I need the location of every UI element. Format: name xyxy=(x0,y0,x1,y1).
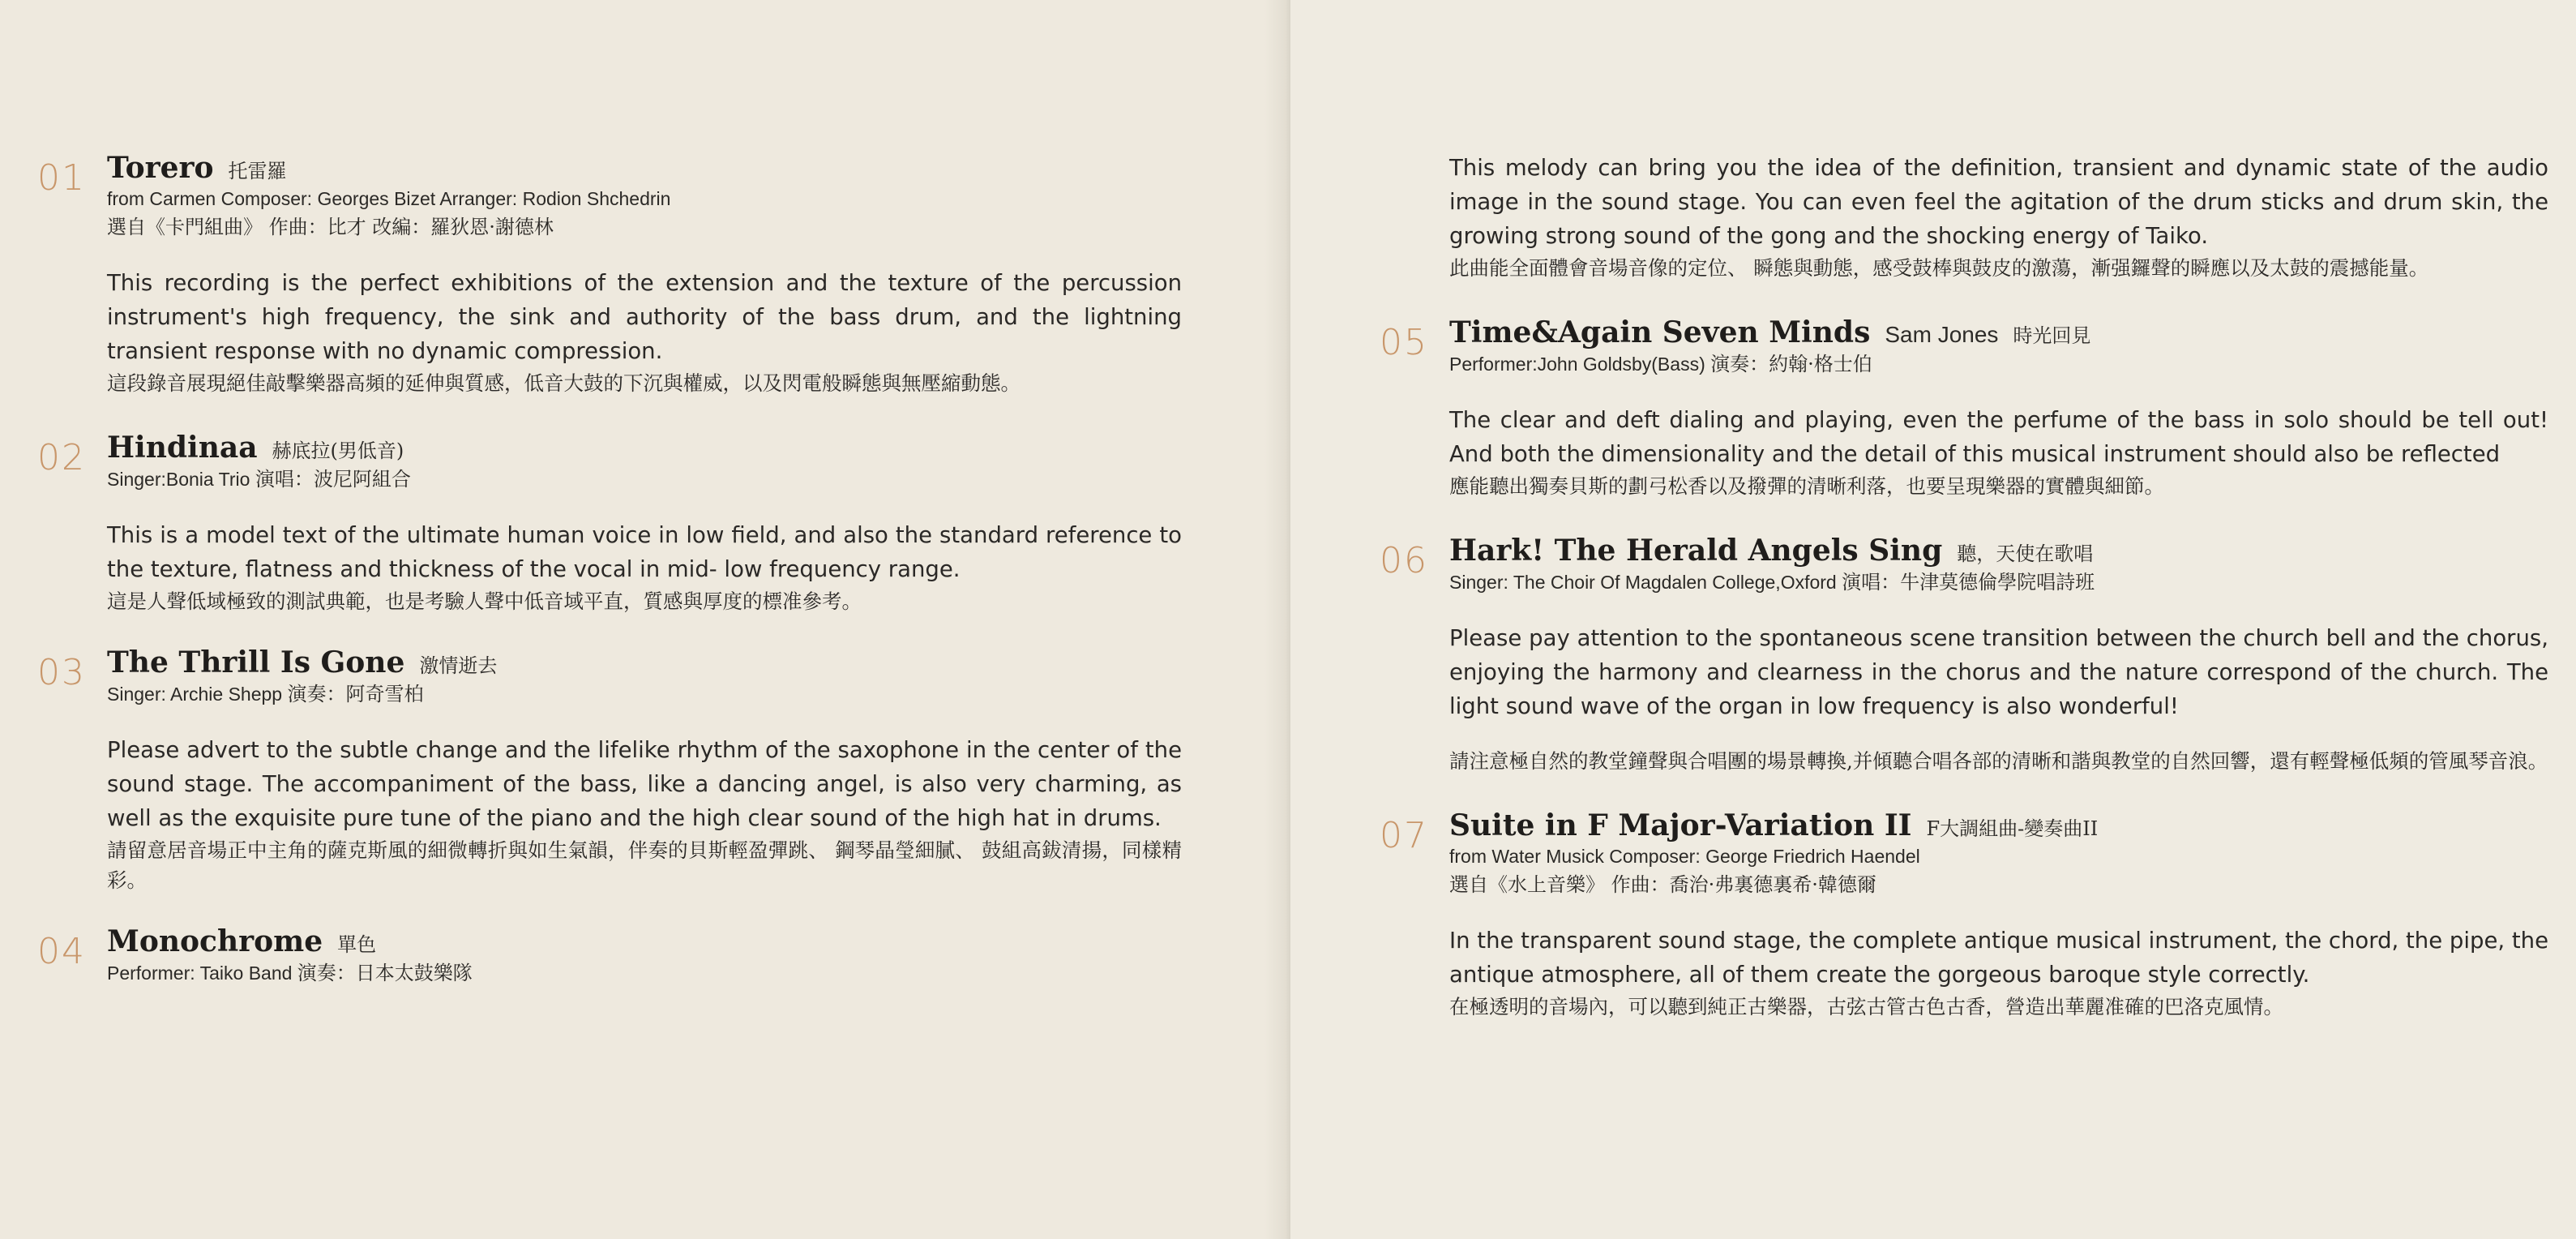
track-performer-cn: 演奏：約翰·格士伯 xyxy=(1710,353,1872,375)
track-description: In the transparent sound stage, the complete antique musical instrument, the chord, the pipe, the antique atmosphere, all of them create the gorgeous baroque style correctly. xyxy=(1449,928,2548,988)
track-description: Please pay attention to the spontaneous scene transition between the church bell and the chorus, enjoying the harmony and clearness in the chorus and the nature correspond of the church. The light sound wave of the organ in low frequency is also wonderful! xyxy=(1449,625,2548,719)
track-performer: Singer: Archie Shepp xyxy=(107,684,283,705)
track-04 xyxy=(37,924,1182,988)
track-performer-cn: 演唱：波尼阿組合 xyxy=(255,468,411,491)
track-title-cn: 聽，天使在歌唱 xyxy=(1957,542,2094,565)
track-title: The Thrill Is Gone xyxy=(107,645,405,680)
track-description: Please advert to the subtle change and the lifelike rhythm of the saxophone in the center of the sound stage. The accompaniment of the bass, like a dancing angel, is also very charming, as well as the exquisite pure tune of the piano and the high clear sound of the high hat in drums. xyxy=(107,737,1182,831)
right-page xyxy=(1290,0,2576,1239)
track-description-cn: 這是人聲低域極致的測試典範，也是考驗人聲中低音域平直，質感與厚度的標准參考。 xyxy=(107,589,862,613)
track-title: Hark! The Herald Angels Sing xyxy=(1449,534,1943,568)
track-number: 01 xyxy=(37,157,86,199)
track-description-cn: 在極透明的音場內，可以聽到純正古樂器，古弦古管古色古香，營造出華麗准確的巴洛克風情。 xyxy=(1449,995,2283,1018)
track-04-continued xyxy=(1449,151,2548,283)
left-column xyxy=(37,151,1182,988)
track-07 xyxy=(1380,808,2548,1022)
track-number: 06 xyxy=(1380,540,1428,581)
track-heading xyxy=(107,645,1182,680)
track-credits-cn: 選自《卡門組曲》 作曲：比才 改編：羅狄恩·謝德林 xyxy=(107,216,554,238)
track-number: 02 xyxy=(37,437,86,478)
track-credits: from Carmen Composer: Georges Bizet Arranger: Rodion Shchedrin xyxy=(107,188,671,209)
track-title-cn: 單色 xyxy=(337,933,377,956)
track-description-cn: 此曲能全面體會音場音像的定位、 瞬態與動態，感受鼓棒與鼓皮的激蕩，漸强鑼聲的瞬應以及太鼓的震撼能量。 xyxy=(1449,256,2429,280)
track-heading xyxy=(1449,808,2548,842)
track-heading xyxy=(1449,534,2548,568)
track-credits xyxy=(1449,568,2548,597)
track-description: This recording is the perfect exhibitions of the extension and the texture of the percussion instrument's high frequency, the sink and authority of the bass drum, and the lightning transient response with no dynamic compression. xyxy=(107,270,1182,364)
track-number: 03 xyxy=(37,652,86,693)
track-heading xyxy=(1449,315,2548,349)
track-03 xyxy=(37,645,1182,895)
track-credits xyxy=(107,958,1182,988)
track-title-cn: 赫底拉(男低音) xyxy=(272,439,404,462)
track-description-cn: 請注意極自然的教堂鐘聲與合唱團的場景轉換,并傾聽合唱各部的清晰和諧與教堂的自然回響，還有輕聲極低頻的管風琴音浪。 xyxy=(1449,749,2548,773)
track-credits xyxy=(107,465,1182,494)
left-page xyxy=(0,0,1287,1239)
track-credits: from Water Musick Composer: George Friedrich Haendel xyxy=(1449,846,1920,867)
track-02 xyxy=(37,431,1182,616)
track-credits xyxy=(1449,349,2548,379)
track-number: 05 xyxy=(1380,322,1428,363)
track-description-cn: 這段錄音展現絕佳敲擊樂器高頻的延伸與質感，低音大鼓的下沉與權威，以及閃電般瞬態與無壓縮動態。 xyxy=(107,371,1021,395)
track-title: Torero xyxy=(107,151,214,185)
track-artist: Sam Jones xyxy=(1885,322,1999,347)
track-heading xyxy=(107,431,1182,465)
track-performer: Singer: The Choir Of Magdalen College,Oxford xyxy=(1449,572,1837,593)
track-number: 04 xyxy=(37,931,86,972)
track-title: Monochrome xyxy=(107,924,323,958)
track-performer-cn: 演奏：日本太鼓樂隊 xyxy=(297,962,473,984)
track-number: 07 xyxy=(1380,815,1428,856)
track-05 xyxy=(1380,315,2548,501)
track-credits xyxy=(107,680,1182,709)
track-01 xyxy=(37,151,1182,398)
track-title-cn: F大調組曲-變奏曲II xyxy=(1926,817,2099,840)
track-performer-cn: 演唱：牛津莫德倫學院唱詩班 xyxy=(1842,571,2095,594)
track-performer-cn: 演奏：阿奇雪柏 xyxy=(287,683,424,705)
track-performer: Performer:John Goldsby(Bass) xyxy=(1449,354,1705,375)
track-title-cn: 時光回見 xyxy=(2013,324,2091,347)
track-heading xyxy=(107,151,1182,185)
track-title-cn: 托雷羅 xyxy=(228,160,287,182)
track-title: Time&Again Seven Minds xyxy=(1449,315,1871,349)
track-credits-cn: 選自《水上音樂》 作曲：喬治·弗裏德裏希·韓德爾 xyxy=(1449,873,1876,896)
track-heading xyxy=(107,924,1182,958)
track-title: Hindinaa xyxy=(107,431,258,465)
track-description: This melody can bring you the idea of the definition, transient and dynamic state of the audio image in the sound stage. You can even feel the agitation of the drum sticks and drum skin, the growing strong sound of the gong and the shocking energy of Taiko. xyxy=(1449,155,2548,249)
track-title: Suite in F Major-Variation II xyxy=(1449,808,1912,842)
track-description-cn: 請留意居音場正中主角的薩克斯風的細微轉折與如生氣韻，伴奏的貝斯輕盈彈跳、 鋼琴晶瑩細膩、 鼓組高鈸清揚，同樣精彩。 xyxy=(107,838,1182,892)
track-description: This is a model text of the ultimate human voice in low field, and also the standard reference to the texture, flatness and thickness of the vocal in mid- low frequency range. xyxy=(107,522,1182,582)
track-title-cn: 激情逝去 xyxy=(419,654,498,677)
track-performer: Singer:Bonia Trio xyxy=(107,469,250,490)
track-performer: Performer: Taiko Band xyxy=(107,962,293,984)
right-column xyxy=(1380,151,2548,1022)
track-06 xyxy=(1380,534,2548,776)
track-description-cn: 應能聽出獨奏貝斯的劃弓松香以及撥彈的清晰利落，也要呈現樂器的實體與細節。 xyxy=(1449,474,2164,498)
track-description: The clear and deft dialing and playing, even the perfume of the bass in solo should be tell out! And both the dimensionality and the detail of this musical instrument should also be reflected xyxy=(1449,407,2548,467)
